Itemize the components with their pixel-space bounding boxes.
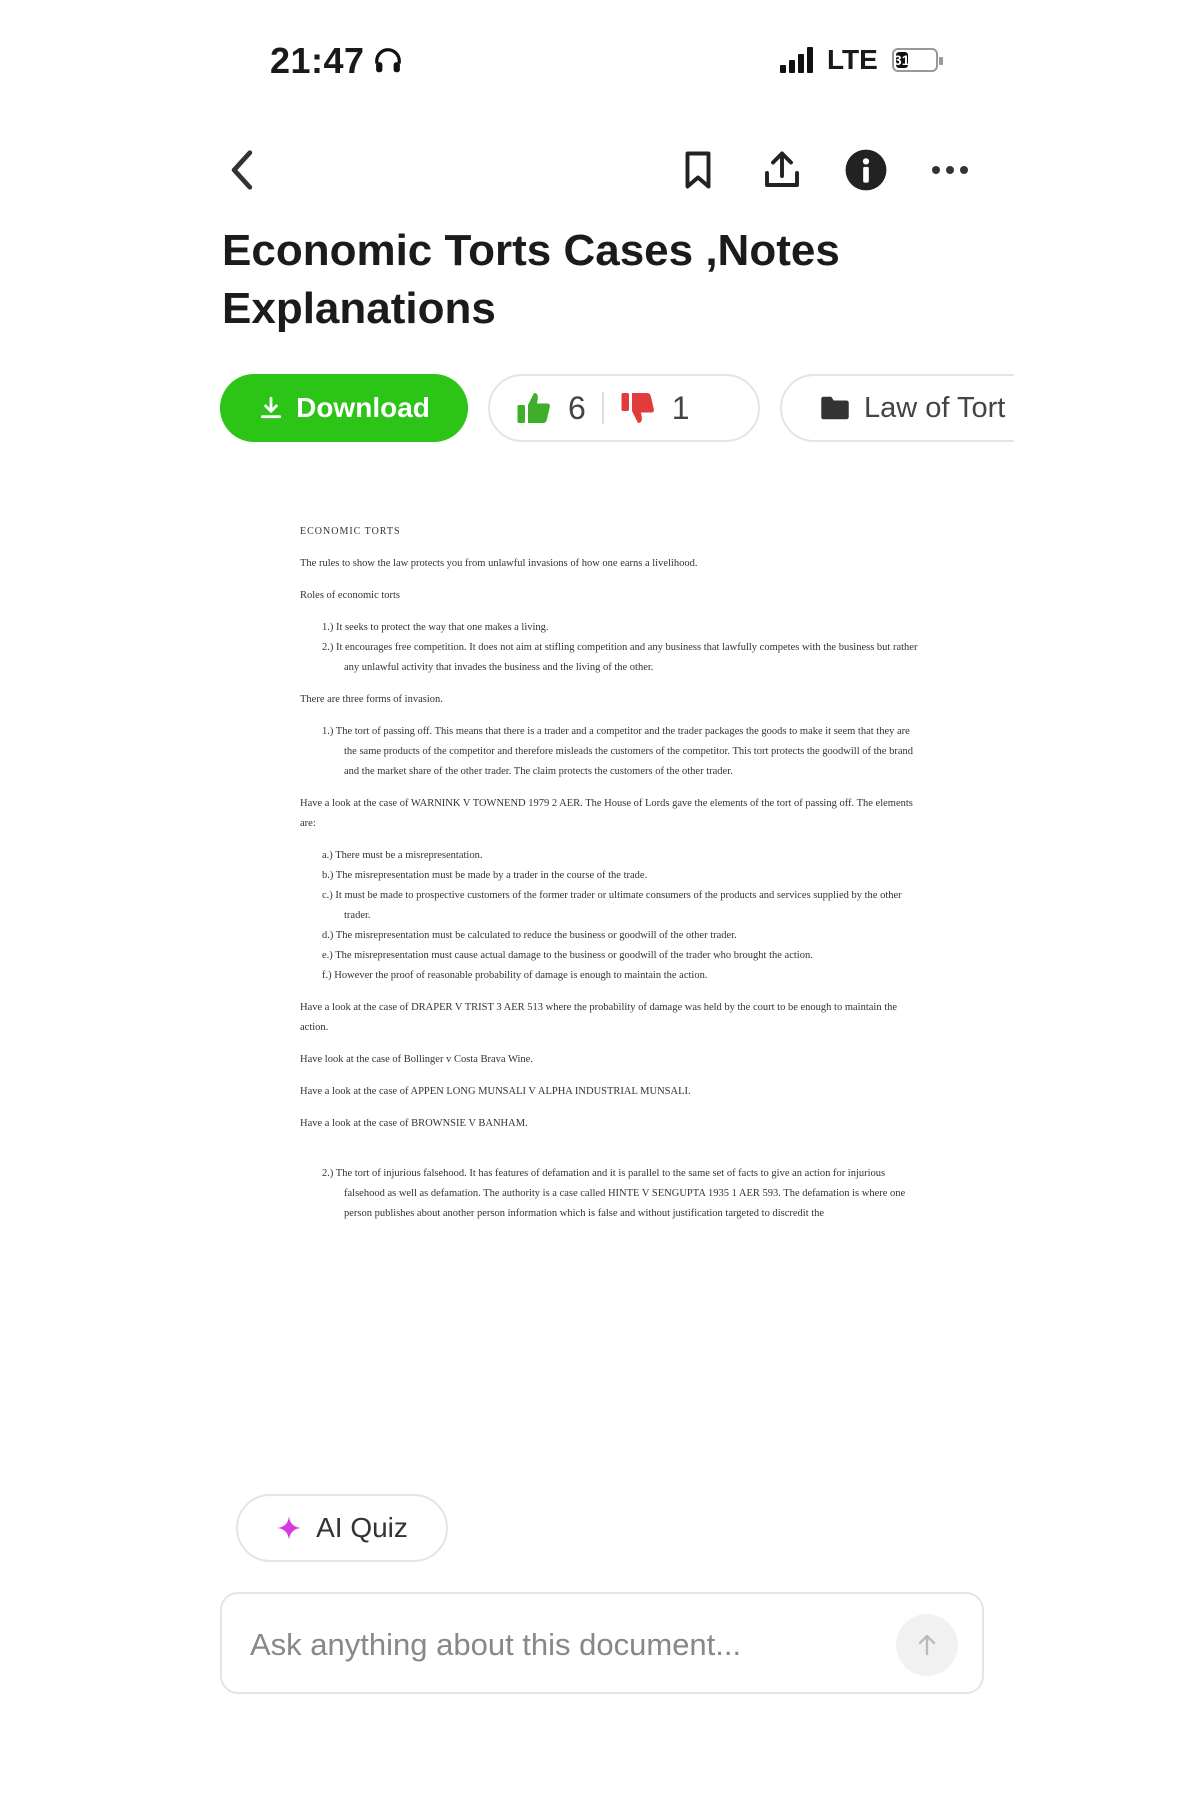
preview-list-item: 1.) It seeks to protect the way that one makes a living. [322, 622, 549, 633]
bookmark-icon [680, 148, 716, 192]
preview-list-item: b.) The misrepresentation must be made by a trader in the course of the trade. [322, 870, 648, 881]
document-preview[interactable] [300, 522, 920, 1362]
download-button[interactable] [220, 374, 468, 442]
more-icon [930, 164, 970, 176]
category-label: Law of Tort [864, 391, 1006, 424]
preview-paragraph: Have a look at the case of WARNINK V TOWNEND 1979 2 AER. The House of Lords gave the elements of the tort of passing off. The elements are: [300, 798, 913, 829]
category-chip[interactable] [780, 374, 1014, 442]
preview-paragraph: Roles of economic torts [300, 590, 401, 601]
more-button[interactable] [922, 142, 978, 198]
battery-level: 31 [893, 52, 910, 68]
preview-list [300, 1164, 920, 1224]
bookmark-button[interactable] [670, 142, 726, 198]
preview-list-item: e.) The misrepresentation must cause actual damage to the business or goodwill of the trader who brought the action. [322, 950, 813, 961]
status-indicators [780, 44, 938, 76]
battery-icon [892, 48, 938, 72]
preview-list-item: a.) There must be a misrepresentation. [322, 850, 483, 861]
back-icon [225, 148, 259, 192]
preview-list-item: 1.) The tort of passing off. This means that there is a trader and a competitor and the trader packages the goods to make it seem that they are the same products of the competitor and therefore misleads the customers of the competitor. This tort protects the goodwill of the brand and the market share of the other trader. The claim protects the customers of the other trader. [322, 726, 913, 777]
share-button[interactable] [754, 142, 810, 198]
thumbs-down-icon [620, 391, 656, 425]
info-button[interactable] [838, 142, 894, 198]
preview-paragraph: Have a look at the case of BROWNSIE V BANHAM. [300, 1118, 528, 1129]
preview-paragraph: There are three forms of invasion. [300, 694, 443, 705]
preview-paragraph: Have a look at the case of DRAPER V TRIST 3 AER 513 where the probability of damage was held by the court to be enough to maintain the action. [300, 1002, 898, 1033]
vote-group [488, 374, 760, 442]
back-button[interactable] [214, 142, 270, 198]
category-chip-viewport [780, 374, 1014, 442]
preview-list [300, 846, 920, 986]
preview-list-item: 2.) The tort of injurious falsehood. It has features of defamation and it is parallel to the same set of facts to give an action for injurious falsehood as well as defamation. The authority is a case called HINTE V SENGUPTA 1935 1 AER 593. The defamation is where one person publishes about another person information which is false and without justification targeted to discredit the [322, 1168, 906, 1219]
dislike-button[interactable] [620, 390, 690, 427]
preview-list [300, 722, 920, 782]
preview-list-item: f.) However the proof of reasonable probability of damage is enough to maintain the action. [322, 970, 708, 981]
info-icon [844, 148, 888, 192]
network-label: LTE [827, 44, 878, 75]
preview-paragraph: The rules to show the law protects you from unlawful invasions of how one earns a livelihood. [300, 558, 698, 569]
preview-list-item: c.) It must be made to prospective customers of the former trader or ultimate consumers of the products and services supplied by the other trader. [322, 890, 902, 921]
ask-input[interactable] [248, 1620, 852, 1670]
clock-text: 21:47 [270, 40, 365, 81]
signal-icon [780, 47, 813, 73]
headphones-icon [373, 46, 403, 76]
ask-box [220, 1592, 984, 1694]
preview-list-item: 2.) It encourages free competition. It does not aim at stifling competition and any business that lawfully competes with the business but rather any unlawful activity that invades the business and the living of the other. [322, 642, 918, 673]
preview-list-item: d.) The misrepresentation must be calculated to reduce the business or goodwill of the other trader. [322, 930, 737, 941]
preview-paragraph: Have look at the case of Bollinger v Costa Brava Wine. [300, 1054, 533, 1065]
preview-heading: ECONOMIC TORTS [300, 526, 401, 537]
ai-quiz-label: AI Quiz [316, 1512, 408, 1543]
like-button[interactable] [516, 390, 586, 427]
vote-divider [602, 392, 604, 424]
thumbs-up-icon [516, 391, 552, 425]
download-label: Download [296, 392, 430, 423]
sparkle-icon [276, 1515, 302, 1541]
status-time [270, 40, 403, 82]
ai-quiz-button[interactable] [236, 1494, 448, 1562]
like-count: 6 [568, 389, 586, 426]
send-button[interactable] [896, 1614, 958, 1676]
arrow-up-icon [916, 1633, 938, 1657]
share-icon [761, 148, 803, 192]
dislike-count: 1 [671, 389, 690, 426]
preview-list [300, 618, 920, 678]
preview-paragraph: Have a look at the case of APPEN LONG MUNSALI V ALPHA INDUSTRIAL MUNSALI. [300, 1086, 691, 1097]
page-title: Economic Torts Cases ,Notes Explanations [222, 226, 840, 333]
download-icon [258, 395, 284, 421]
folder-icon [820, 395, 850, 421]
